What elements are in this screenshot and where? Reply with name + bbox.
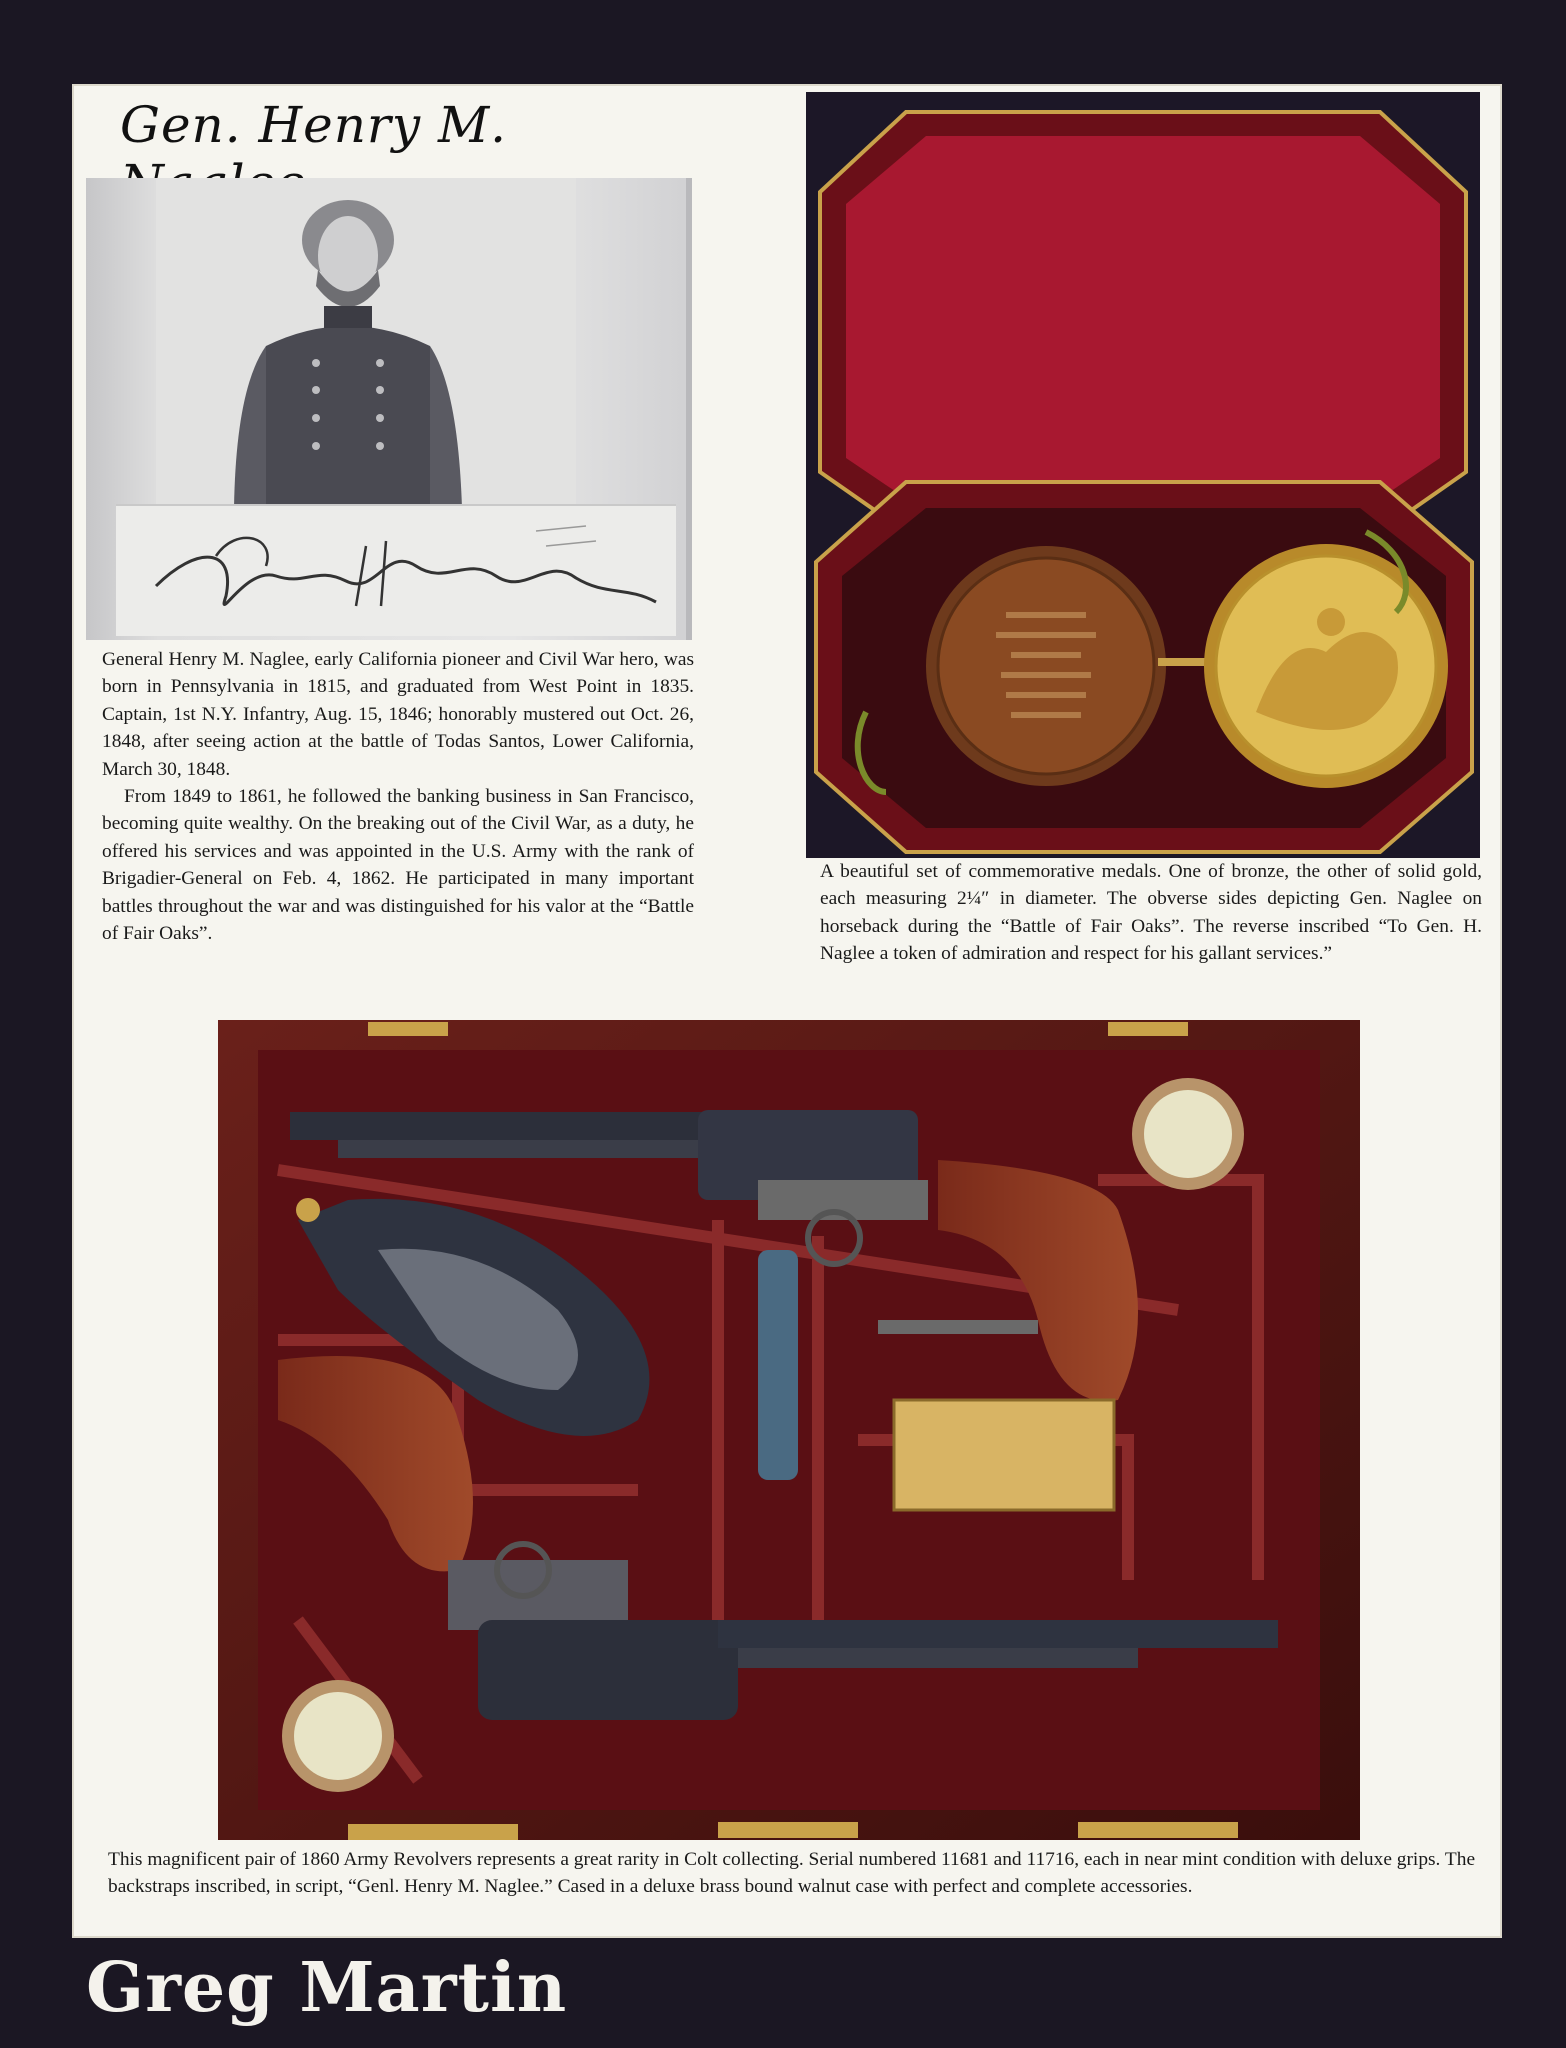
portrait-caption-paragraph-2: From 1849 to 1861, he followed the banking business in San Francisco, becoming quite wealthy. On the breaking out of the Civil War, as a duty, he offered his services and was appointed in the U.S. Army with the rank of Brigadier-General on Feb. 4, 1862. He participated in many important battles throughout the war and was distinguished for his valor at the “Battle of Fair Oaks”. — [102, 786, 694, 945]
page-title: Gen. Henry M. — [120, 96, 508, 154]
medals-photo — [806, 92, 1480, 858]
signature-image — [116, 506, 676, 636]
medals-case-image — [806, 92, 1480, 858]
revolvers-caption: This magnificent pair of 1860 Army Revolvers represents a great rarity in Colt collecting. Serial numbered 11681 and 11716, each in near mint condition with deluxe grips. The backstraps inscribed, in script, “Genl. Henry M. Naglee.” Cased in a deluxe brass bound walnut case with perfect and complete accessories. — [108, 1849, 1476, 1897]
revolvers-case-photo — [218, 1020, 1360, 1840]
revolvers-case-image — [218, 1020, 1360, 1840]
portrait-photo — [86, 178, 692, 640]
medals-caption: A beautiful set of commemorative medals. One of bronze, the other of solid gold, each measuring 2¼″ in diameter. The obverse sides depicting Gen. Naglee on horseback during the “Battle of Fair Oaks”. The reverse inscribed “To Gen. H. Naglee a token of admiration and respect for his gallant services.” — [820, 861, 1482, 965]
signature-card — [116, 504, 676, 636]
portrait-caption — [102, 646, 694, 947]
brand-name: Greg Martin — [86, 1948, 568, 2028]
portrait-caption-paragraph-1: General Henry M. Naglee, early California pioneer and Civil War hero, was born in Pennsylvania in 1815, and graduated from West Point in 1835. Captain, 1st N.Y. Infantry, Aug. 15, 1846; honorably mustered out Oct. 26, 1848, after seeing action at the battle of Todas Santos, Lower California, March 30, 1848. — [102, 649, 694, 780]
